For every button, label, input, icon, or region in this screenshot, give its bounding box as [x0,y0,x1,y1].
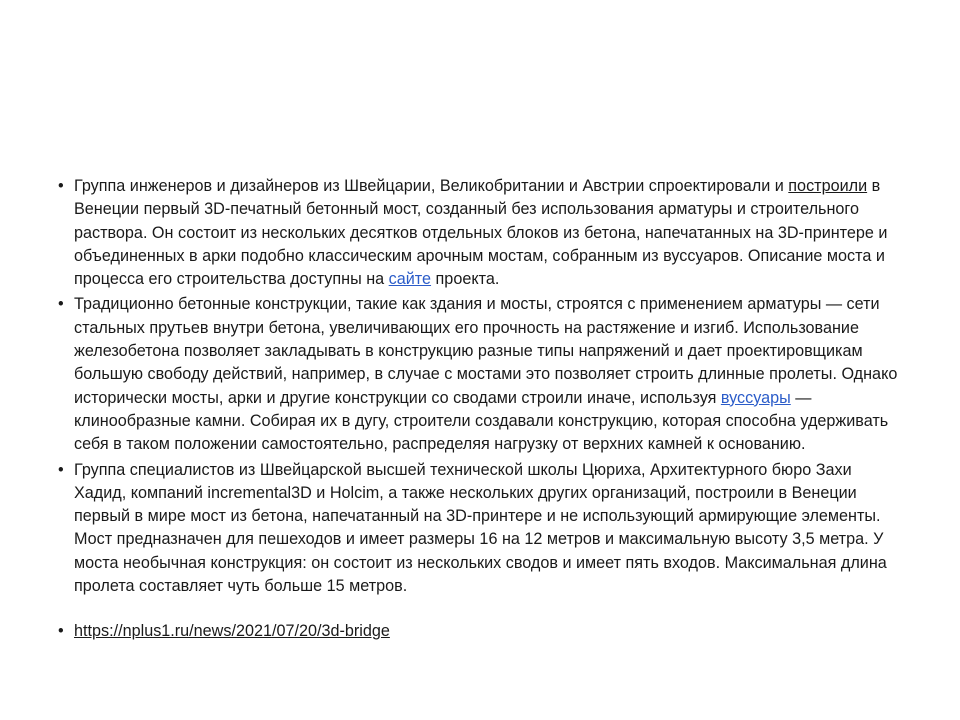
built-link[interactable]: построили [788,177,868,195]
paragraph-text: Группа инженеров и дизайнеров из Швейцарии, Великобритании и Австрии спроектировали и [74,177,789,195]
paragraph-text: Группа специалистов из Швейцарской высшей технической школы Цюриха, Архитектурного бюро Захи Хадид, компаний incremental3D и Holcim, а также нескольких других организаций, построили в Венеции первый в мире мост из бетона, напечатанный на 3D-принтере и не использующий армирующие элементы. Мост предназначен для пешеходов и имеет размеры 16 на 12 метров и максимальную высоту 3,5 метра. У моста необычная конструкция: он состоит из нескольких сводов и имеет пять входов. Максимальная длина пролета составляет чуть больше 15 метров. [74,460,887,596]
slide-content [58,175,908,646]
bullet-icon: • [58,295,64,314]
paragraph-traditional-concrete [58,293,908,456]
paragraph-text: Традиционно бетонные конструкции, такие как здания и мосты, строятся с применением арматуры — сети стальных прутьев внутри бетона, увеличивающих его прочность на растяжение и изгиб. Использование железобетона позволяет закладывать в конструкцию разные типы напряжений и дает проектировщикам большую свободу действий, например, в случае с мостами это позволяет строить длинные пролеты. Однако исторически мосты, арки и другие конструкции со сводами строили иначе, используя [74,295,898,407]
project-site-link[interactable]: сайте [388,270,432,289]
paragraph-bridge-intro [58,175,908,291]
bullet-icon: • [58,460,64,479]
paragraph-text: проекта. [431,270,500,289]
paragraph-text: в Венеции первый 3D-печатный бетонный мост, созданный без использования арматуры и строительного раствора. Он состоит из нескольких десятков отдельных блоков из бетона, напечатанных на 3D-принтере и объединенных в арки подобно классическим арочным мостам, собранным из вуссуаров. Описание моста и процесса его строительства доступны на [74,177,888,289]
bullet-icon: • [58,177,64,195]
voussoirs-link[interactable]: вуссуары [720,388,791,407]
bullet-icon: • [58,622,64,641]
bullet-list [58,175,908,644]
paragraph-team-description [58,459,908,599]
source-link-item [58,620,908,643]
paragraph-text: — клинообразные камни. Собирая их в дугу, строители создавали конструкцию, которая способна удерживать себя в таком положении самостоятельно, распределяя нагрузку от верхних камней к основанию. [74,388,889,454]
source-url-link[interactable]: https://nplus1.ru/news/2021/07/20/3d-bridge [74,622,390,641]
